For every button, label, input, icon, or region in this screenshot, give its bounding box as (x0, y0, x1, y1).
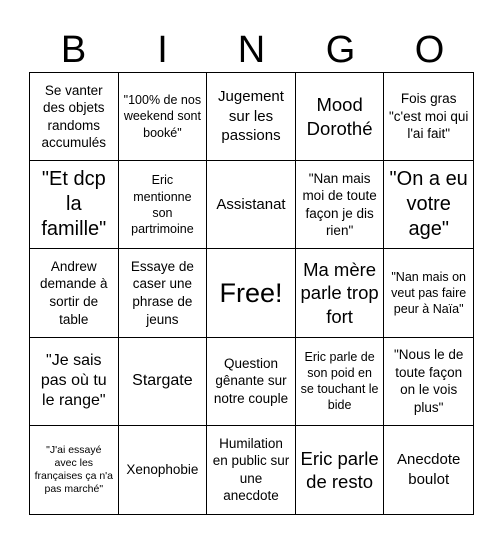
header-letter-b: B (60, 29, 87, 71)
bingo-cell[interactable]: Stargate (119, 338, 208, 426)
bingo-cell[interactable]: "Nan mais moi de toute façon je dis rien" (296, 161, 385, 249)
header-letter-o: O (414, 29, 445, 71)
bingo-cell[interactable]: "Nan mais on veut pas faire peur à Naïa" (384, 249, 473, 337)
bingo-cell[interactable]: Se vanter des objets randoms accumulés (30, 73, 119, 161)
bingo-cell[interactable]: "On a eu votre age" (384, 161, 473, 249)
bingo-cell[interactable]: Ma mère parle trop fort (296, 249, 385, 337)
bingo-cell-free[interactable]: Free! (207, 249, 296, 337)
header-letter-i: I (157, 29, 168, 71)
bingo-header (29, 28, 474, 72)
bingo-cell[interactable]: Jugement sur les passions (207, 73, 296, 161)
bingo-cell[interactable]: Question gênante sur notre couple (207, 338, 296, 426)
bingo-cell[interactable]: "100% de nos weekend sont booké" (119, 73, 208, 161)
bingo-cell[interactable]: Anecdote boulot (396, 451, 461, 488)
bingo-cell[interactable]: Humilation en public sur une anecdote (207, 426, 296, 514)
header-letter-g: G (325, 29, 356, 71)
bingo-cell[interactable]: Assistanat (207, 161, 296, 249)
bingo-grid (29, 72, 474, 515)
bingo-cell[interactable]: Eric parle de resto (296, 426, 385, 514)
bingo-cell[interactable]: Xenophobie (119, 426, 208, 514)
bingo-cell[interactable]: Andrew demande à sortir de table (30, 249, 119, 337)
bingo-cell[interactable]: "J'ai essayé avec les françaises ça n'a pas marché" (30, 426, 119, 514)
bingo-cell[interactable]: Eric parle de son poid en se touchant le bide (296, 338, 385, 426)
header-letter-n: N (237, 29, 266, 71)
bingo-cell[interactable]: Mood Dorothé (296, 73, 385, 161)
bingo-cell[interactable]: Fois gras "c'est moi qui l'ai fait" (384, 73, 473, 161)
bingo-cell[interactable]: "Nous le de toute façon on le vois plus" (384, 338, 473, 426)
bingo-cell[interactable]: "Et dcp la famille" (30, 161, 119, 249)
bingo-cell[interactable]: Essaye de caser une phrase de jeuns (119, 249, 208, 337)
bingo-cell[interactable]: "Je sais pas où tu le range" (30, 338, 119, 426)
bingo-cell[interactable]: Eric mentionne son partrimoine (119, 161, 208, 249)
